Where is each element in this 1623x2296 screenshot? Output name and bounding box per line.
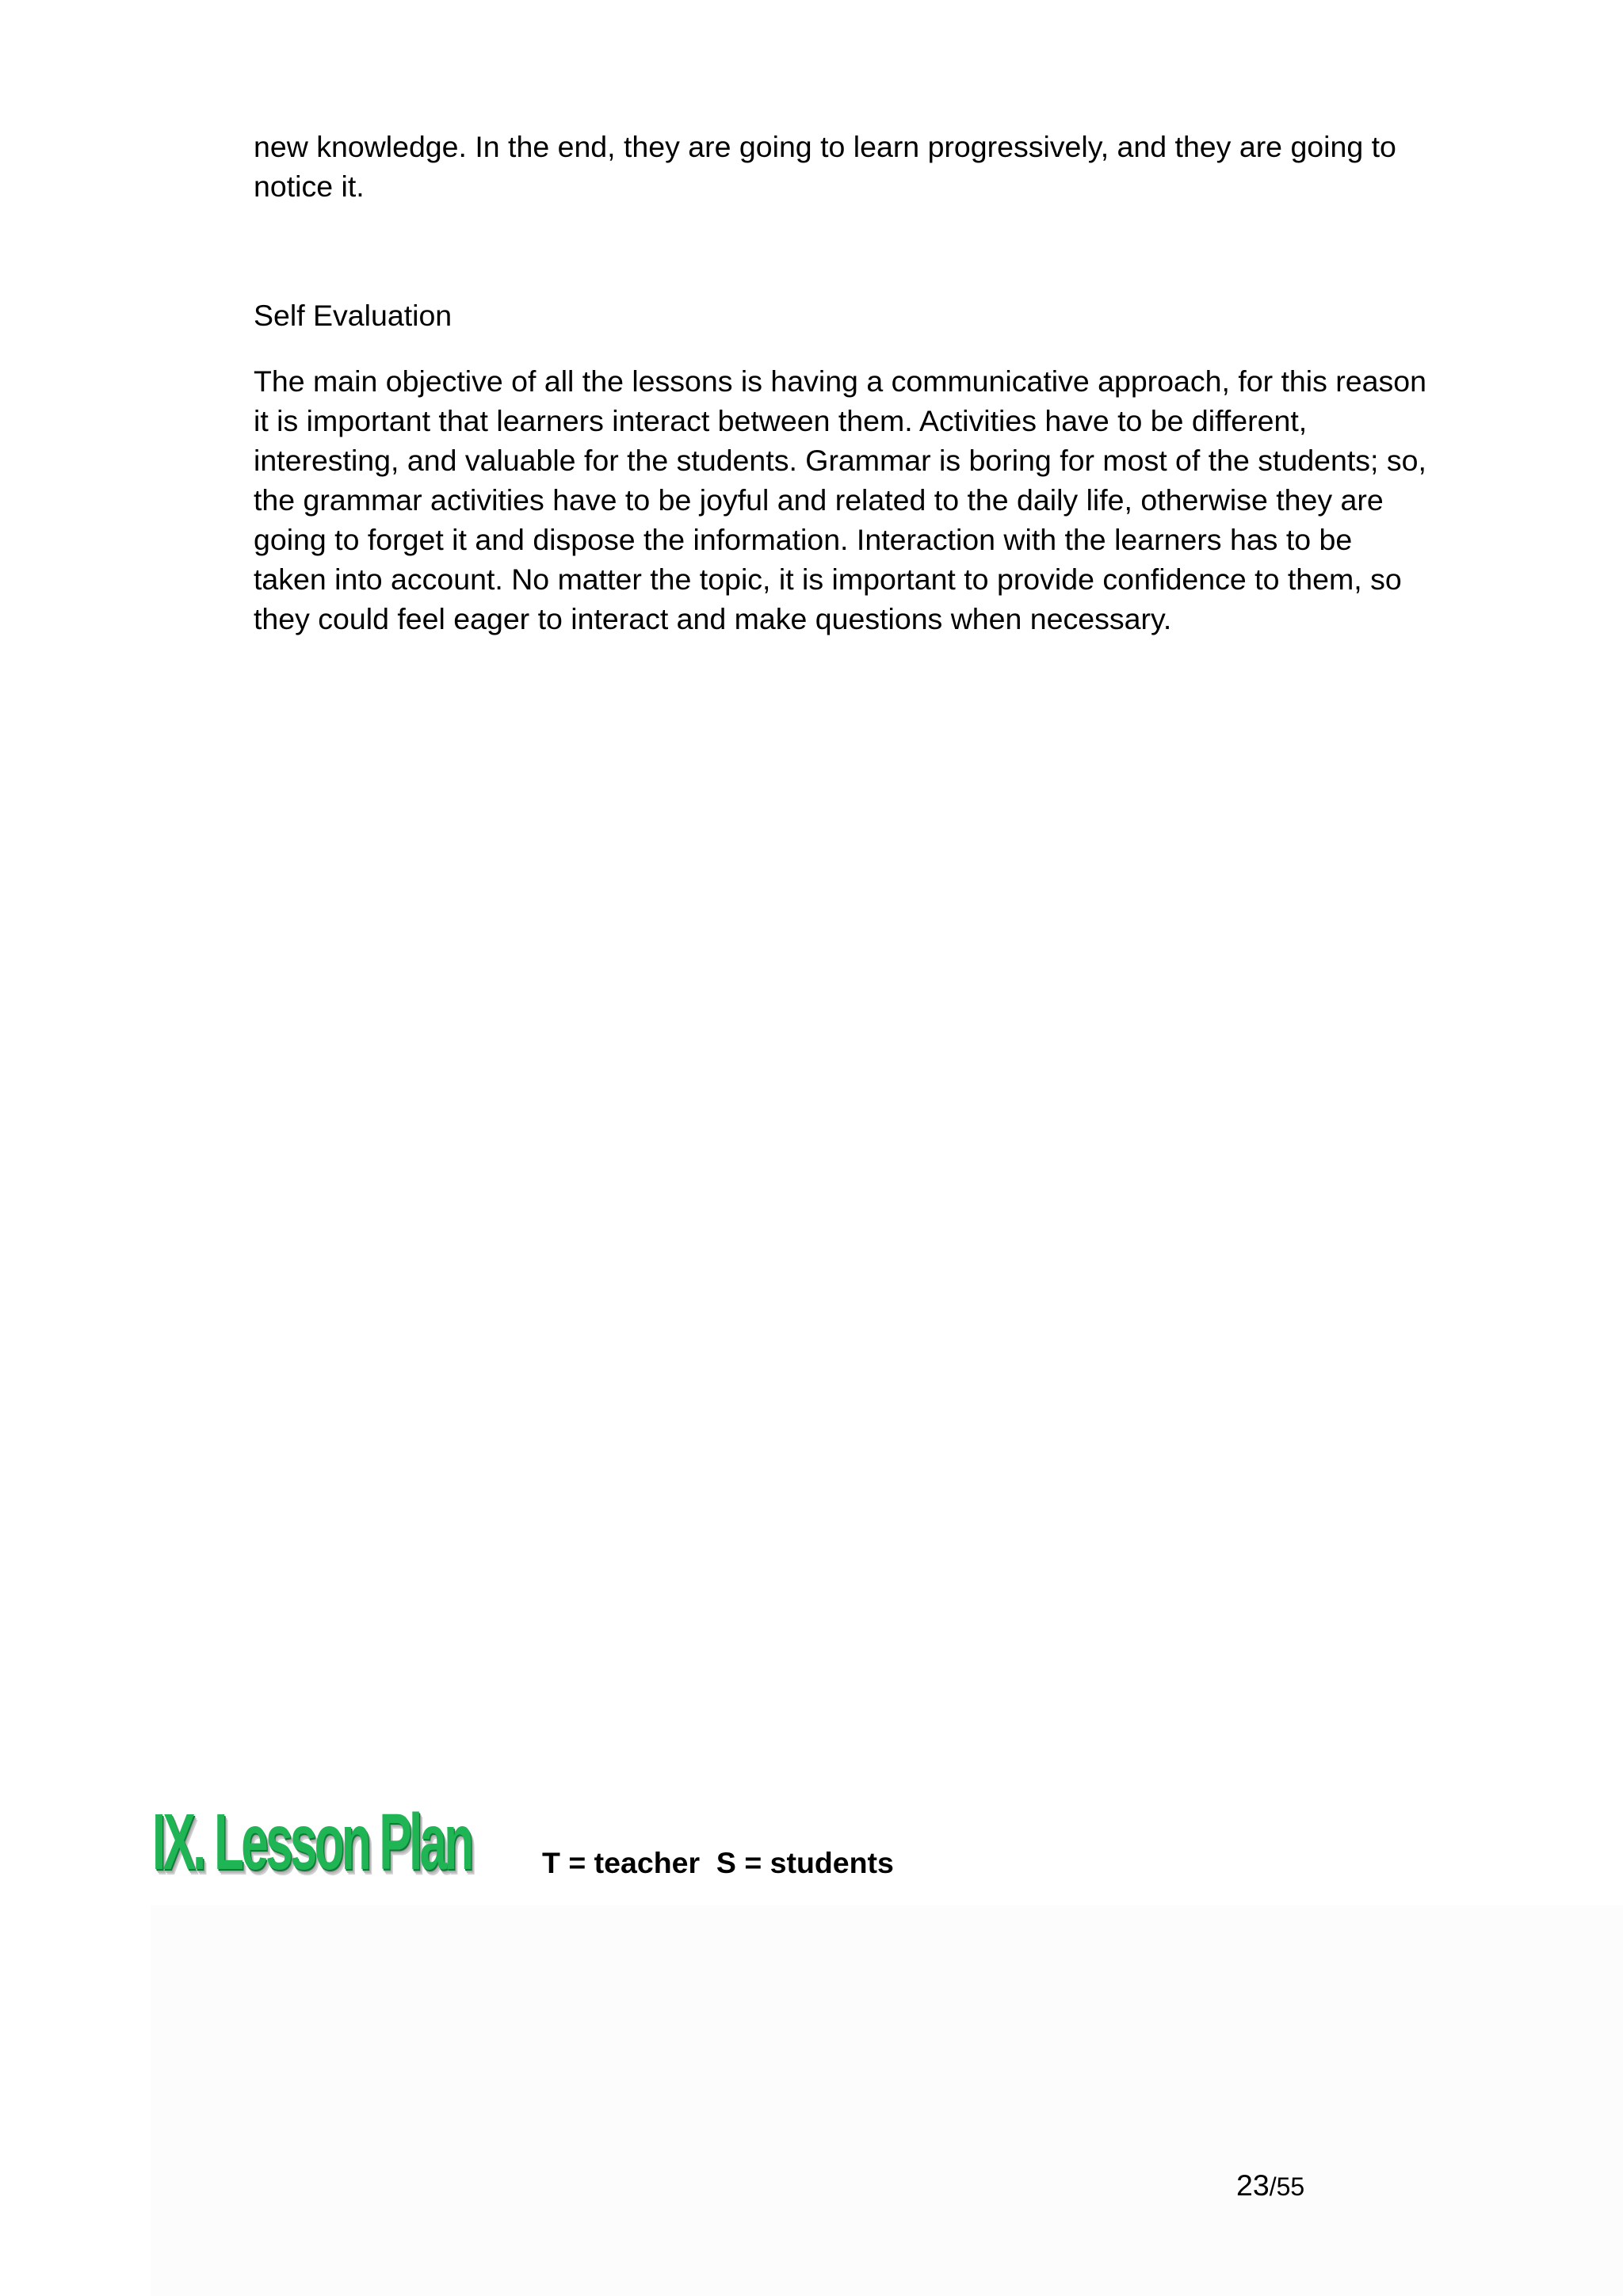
page-number (1236, 2165, 1304, 2206)
self-evaluation-paragraph: The main objective of all the lessons is having a communicative approach, for this reason it is important that learners interact between them. Activities have to be different, interesting, and valuable for the students. Grammar is boring for most of the students; so, the grammar activities have to be joyful and related to the daily life, otherwise they are going to forget it and dispose the information. Interaction with the learners has to be taken into account. No matter the topic, it is important to provide confidence to them, so they could feel eager to interact and make questions when necessary. (254, 364, 1426, 635)
page-number-current: 23 (1236, 2168, 1270, 2202)
lesson-plan-title: IX. Lesson Plan (152, 1798, 472, 1886)
intro-text: new knowledge. In the end, they are going to learn progressively, and they are going to notice it. (254, 130, 1396, 203)
section-heading-self-evaluation: Self Evaluation (254, 299, 453, 332)
page-number-total: /55 (1269, 2172, 1305, 2201)
role-legend: T = teacher S = students (542, 1846, 894, 1879)
bottom-shaded-area (151, 1905, 1623, 2296)
